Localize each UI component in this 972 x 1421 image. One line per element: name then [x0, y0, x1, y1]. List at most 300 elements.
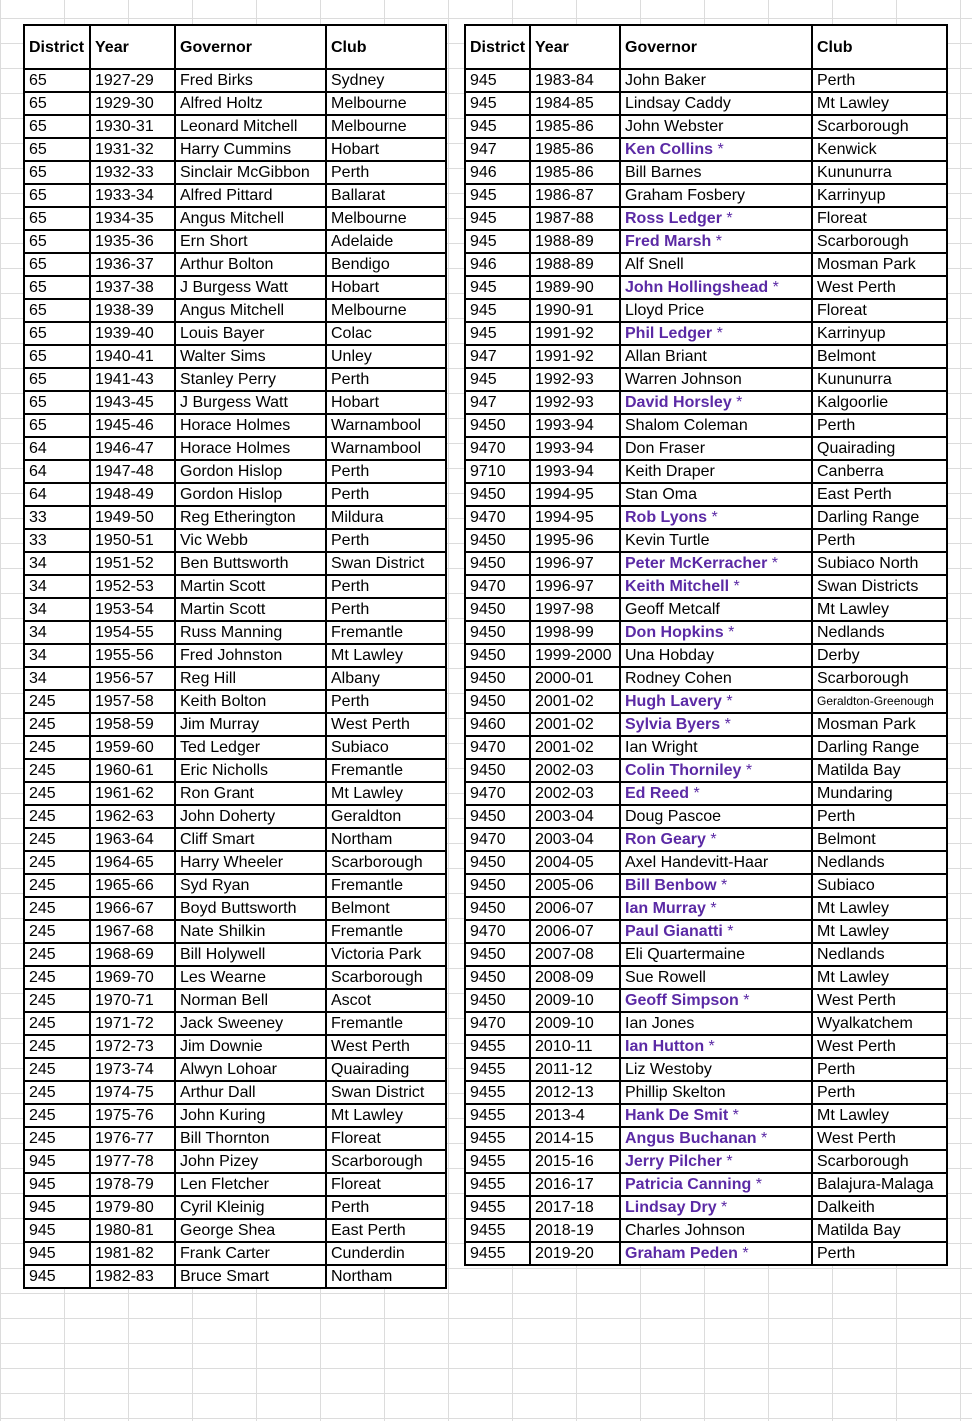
- district-cell: 65: [24, 207, 90, 230]
- year-cell: 1945-46: [90, 414, 175, 437]
- district-cell: 65: [24, 184, 90, 207]
- table-row: [465, 92, 947, 115]
- highlighted-governor-name: Hank De Smit: [625, 1107, 729, 1124]
- year-cell: 1947-48: [90, 460, 175, 483]
- club-cell: Matilda Bay: [812, 1219, 947, 1242]
- district-cell: 9470: [465, 1012, 530, 1035]
- table-row: [465, 782, 947, 805]
- club-cell: Melbourne: [326, 299, 446, 322]
- district-cell: 34: [24, 552, 90, 575]
- year-cell: 1990-91: [530, 299, 620, 322]
- club-cell: West Perth: [812, 276, 947, 299]
- governor-cell: Angus Mitchell: [175, 299, 326, 322]
- year-cell: 2010-11: [530, 1035, 620, 1058]
- star-marker: *: [721, 1153, 733, 1170]
- year-cell: 2008-09: [530, 966, 620, 989]
- year-cell: 1934-35: [90, 207, 175, 230]
- year-cell: 1977-78: [90, 1150, 175, 1173]
- table-row: [465, 276, 947, 299]
- star-marker: *: [729, 578, 740, 595]
- year-cell: 1968-69: [90, 943, 175, 966]
- club-cell: Kenwick: [812, 138, 947, 161]
- table-row: [465, 667, 947, 690]
- district-cell: 245: [24, 759, 90, 782]
- district-cell: 65: [24, 253, 90, 276]
- year-cell: 1933-34: [90, 184, 175, 207]
- club-cell: Melbourne: [326, 207, 446, 230]
- governor-cell: Ted Ledger: [175, 736, 326, 759]
- table-row: [465, 184, 947, 207]
- district-cell: 947: [465, 345, 530, 368]
- district-cell: 33: [24, 506, 90, 529]
- district-cell: 245: [24, 690, 90, 713]
- governor-cell: Boyd Buttsworth: [175, 897, 326, 920]
- governor-cell: Jim Murray: [175, 713, 326, 736]
- club-cell: Swan District: [326, 552, 446, 575]
- club-cell: Belmont: [812, 345, 947, 368]
- governor-cell: Alf Snell: [620, 253, 812, 276]
- club-cell: East Perth: [812, 483, 947, 506]
- header-district: District: [465, 25, 530, 69]
- highlighted-governor-name: Ed Reed: [625, 785, 690, 802]
- governor-cell: Leonard Mitchell: [175, 115, 326, 138]
- highlighted-governor-name: Jerry Pilcher: [625, 1153, 722, 1170]
- governor-cell: Ern Short: [175, 230, 326, 253]
- left-table-body: [24, 69, 446, 1288]
- table-row: [465, 621, 947, 644]
- district-cell: 9450: [465, 989, 530, 1012]
- year-cell: 1971-72: [90, 1012, 175, 1035]
- highlighted-governor-name: Ian Hutton: [625, 1038, 705, 1055]
- table-row: [24, 828, 446, 851]
- club-cell: Wyalkatchem: [812, 1012, 947, 1035]
- highlighted-governor-name: Sylvia Byers: [625, 716, 721, 733]
- governor-cell: Ian Wright: [620, 736, 812, 759]
- club-cell: Scarborough: [812, 230, 947, 253]
- governor-cell: Walter Sims: [175, 345, 326, 368]
- governor-cell: [620, 230, 812, 253]
- star-marker: *: [716, 877, 728, 894]
- table-row: [465, 1104, 947, 1127]
- star-marker: *: [712, 325, 723, 342]
- club-cell: Cunderdin: [326, 1242, 446, 1265]
- governor-cell: Les Wearne: [175, 966, 326, 989]
- governor-cell: Nate Shilkin: [175, 920, 326, 943]
- table-row: [24, 276, 446, 299]
- district-cell: 64: [24, 437, 90, 460]
- governor-cell: Gordon Hislop: [175, 460, 326, 483]
- year-cell: 1987-88: [530, 207, 620, 230]
- year-cell: 1956-57: [90, 667, 175, 690]
- district-cell: 946: [465, 161, 530, 184]
- governor-cell: [620, 1127, 812, 1150]
- governor-cell: Gordon Hislop: [175, 483, 326, 506]
- governor-cell: Angus Mitchell: [175, 207, 326, 230]
- governor-cell: [620, 1150, 812, 1173]
- governor-cell: John Baker: [620, 69, 812, 92]
- governor-cell: Alfred Holtz: [175, 92, 326, 115]
- club-cell: Scarborough: [812, 667, 947, 690]
- district-cell: 9470: [465, 782, 530, 805]
- district-cell: 9450: [465, 943, 530, 966]
- club-cell: Mildura: [326, 506, 446, 529]
- table-row: [24, 989, 446, 1012]
- table-row: [465, 644, 947, 667]
- governor-cell: Norman Bell: [175, 989, 326, 1012]
- table-row: [24, 437, 446, 460]
- table-row: [465, 414, 947, 437]
- governor-cell: Reg Hill: [175, 667, 326, 690]
- governor-cell: Martin Scott: [175, 598, 326, 621]
- district-cell: 34: [24, 575, 90, 598]
- table-row: [465, 506, 947, 529]
- table-row: [24, 1265, 446, 1288]
- district-cell: 9455: [465, 1058, 530, 1081]
- year-cell: 1996-97: [530, 575, 620, 598]
- highlighted-governor-name: Graham Peden: [625, 1245, 738, 1262]
- table-row: [24, 230, 446, 253]
- governor-cell: Ben Buttsworth: [175, 552, 326, 575]
- club-cell: Sydney: [326, 69, 446, 92]
- year-cell: 2011-12: [530, 1058, 620, 1081]
- district-cell: 245: [24, 1035, 90, 1058]
- governor-cell: [620, 897, 812, 920]
- highlighted-governor-name: Hugh Lavery: [625, 693, 722, 710]
- year-cell: 2001-02: [530, 736, 620, 759]
- club-cell: Karrinyup: [812, 322, 947, 345]
- governor-cell: [620, 690, 812, 713]
- year-cell: 1951-52: [90, 552, 175, 575]
- district-cell: 64: [24, 483, 90, 506]
- year-cell: 1972-73: [90, 1035, 175, 1058]
- year-cell: 1940-41: [90, 345, 175, 368]
- governor-cell: Stan Oma: [620, 483, 812, 506]
- governor-cell: Ron Grant: [175, 782, 326, 805]
- governor-cell: Allan Briant: [620, 345, 812, 368]
- year-cell: 2001-02: [530, 713, 620, 736]
- year-cell: 1973-74: [90, 1058, 175, 1081]
- year-cell: 1955-56: [90, 644, 175, 667]
- right-table-body: [465, 69, 947, 1265]
- year-cell: 1929-30: [90, 92, 175, 115]
- table-row: [24, 92, 446, 115]
- club-cell: Perth: [812, 529, 947, 552]
- star-marker: *: [707, 509, 718, 526]
- club-cell: Geraldton: [326, 805, 446, 828]
- table-row: [24, 460, 446, 483]
- highlighted-governor-name: Geoff Simpson: [625, 992, 739, 1009]
- district-cell: 945: [465, 368, 530, 391]
- table-row: [465, 897, 947, 920]
- governor-cell: Frank Carter: [175, 1242, 326, 1265]
- highlighted-governor-name: Paul Gianatti: [625, 923, 723, 940]
- district-cell: 9450: [465, 483, 530, 506]
- year-cell: 2000-01: [530, 667, 620, 690]
- district-cell: 9455: [465, 1150, 530, 1173]
- table-row: [465, 805, 947, 828]
- governor-cell: Bill Holywell: [175, 943, 326, 966]
- governor-cell: Reg Etherington: [175, 506, 326, 529]
- governor-cell: Syd Ryan: [175, 874, 326, 897]
- governor-cell: John Kuring: [175, 1104, 326, 1127]
- governor-cell: Ian Jones: [620, 1012, 812, 1035]
- club-cell: Perth: [326, 368, 446, 391]
- year-cell: 1936-37: [90, 253, 175, 276]
- governor-cell: [620, 1104, 812, 1127]
- year-cell: 2018-19: [530, 1219, 620, 1242]
- year-cell: 1964-65: [90, 851, 175, 874]
- district-cell: 33: [24, 529, 90, 552]
- table-row: [24, 414, 446, 437]
- governor-cell: Sue Rowell: [620, 966, 812, 989]
- governor-cell: [620, 874, 812, 897]
- year-cell: 1953-54: [90, 598, 175, 621]
- table-row: [24, 506, 446, 529]
- table-row: [465, 713, 947, 736]
- club-cell: Mt Lawley: [812, 92, 947, 115]
- governor-cell: Arthur Dall: [175, 1081, 326, 1104]
- governor-cell: Lindsay Caddy: [620, 92, 812, 115]
- club-cell: Mt Lawley: [812, 920, 947, 943]
- club-cell: Mundaring: [812, 782, 947, 805]
- club-cell: Darling Range: [812, 736, 947, 759]
- year-cell: 1974-75: [90, 1081, 175, 1104]
- year-cell: 2003-04: [530, 828, 620, 851]
- highlighted-governor-name: Keith Mitchell: [625, 578, 730, 595]
- year-cell: 2004-05: [530, 851, 620, 874]
- club-cell: Nedlands: [812, 621, 947, 644]
- club-cell: Perth: [812, 1081, 947, 1104]
- highlighted-governor-name: Patricia Canning: [625, 1176, 752, 1193]
- highlighted-governor-name: Ron Geary: [625, 831, 706, 848]
- club-cell: Perth: [812, 69, 947, 92]
- governor-cell: Horace Holmes: [175, 414, 326, 437]
- table-row: [465, 207, 947, 230]
- district-cell: 245: [24, 805, 90, 828]
- district-cell: 947: [465, 391, 530, 414]
- governor-cell: [620, 322, 812, 345]
- table-row: [24, 713, 446, 736]
- star-marker: *: [705, 900, 717, 917]
- year-cell: 1937-38: [90, 276, 175, 299]
- district-cell: 245: [24, 874, 90, 897]
- table-row: [465, 1219, 947, 1242]
- table-row: [465, 483, 947, 506]
- table-row: [24, 782, 446, 805]
- table-row: [24, 1219, 446, 1242]
- star-marker: *: [705, 831, 717, 848]
- year-cell: 1985-86: [530, 161, 620, 184]
- club-cell: West Perth: [326, 713, 446, 736]
- table-row: [465, 1012, 947, 1035]
- club-cell: Ascot: [326, 989, 446, 1012]
- year-cell: 2009-10: [530, 989, 620, 1012]
- district-cell: 245: [24, 1081, 90, 1104]
- club-cell: Melbourne: [326, 92, 446, 115]
- year-cell: 2002-03: [530, 782, 620, 805]
- header-club: Club: [326, 25, 446, 69]
- year-cell: 2019-20: [530, 1242, 620, 1265]
- table-row: [465, 391, 947, 414]
- year-cell: 1993-94: [530, 437, 620, 460]
- governor-cell: [620, 506, 812, 529]
- table-row: [24, 851, 446, 874]
- club-cell: Mosman Park: [812, 253, 947, 276]
- governor-cell: Una Hobday: [620, 644, 812, 667]
- year-cell: 1981-82: [90, 1242, 175, 1265]
- club-cell: Floreat: [326, 1127, 446, 1150]
- table-row: [24, 299, 446, 322]
- year-cell: 1985-86: [530, 115, 620, 138]
- club-cell: Darling Range: [812, 506, 947, 529]
- district-cell: 945: [465, 92, 530, 115]
- table-row: [24, 483, 446, 506]
- club-cell: Balajura-Malaga: [812, 1173, 947, 1196]
- year-cell: 1930-31: [90, 115, 175, 138]
- club-cell: Melbourne: [326, 115, 446, 138]
- club-cell: Perth: [326, 690, 446, 713]
- table-row: [24, 1242, 446, 1265]
- table-row: [465, 920, 947, 943]
- district-cell: 9450: [465, 874, 530, 897]
- star-marker: *: [751, 1176, 762, 1193]
- district-cell: 9450: [465, 966, 530, 989]
- table-row: [465, 1035, 947, 1058]
- year-cell: 1989-90: [530, 276, 620, 299]
- club-cell: Karrinyup: [812, 184, 947, 207]
- year-cell: 1969-70: [90, 966, 175, 989]
- governor-cell: Phillip Skelton: [620, 1081, 812, 1104]
- governor-cell: [620, 575, 812, 598]
- district-cell: 245: [24, 943, 90, 966]
- governor-cell: J Burgess Watt: [175, 276, 326, 299]
- district-cell: 9455: [465, 1035, 530, 1058]
- header-row: [24, 25, 446, 69]
- club-cell: Kununurra: [812, 161, 947, 184]
- year-cell: 1950-51: [90, 529, 175, 552]
- governor-cell: Jim Downie: [175, 1035, 326, 1058]
- district-cell: 9470: [465, 437, 530, 460]
- district-cell: 245: [24, 989, 90, 1012]
- governor-cell: [620, 621, 812, 644]
- district-cell: 945: [24, 1265, 90, 1288]
- club-cell: Matilda Bay: [812, 759, 947, 782]
- year-cell: 1992-93: [530, 368, 620, 391]
- year-cell: 2017-18: [530, 1196, 620, 1219]
- club-cell: Mt Lawley: [326, 644, 446, 667]
- table-row: [465, 1242, 947, 1265]
- club-cell: West Perth: [812, 1127, 947, 1150]
- table-row: [24, 667, 446, 690]
- table-row: [465, 575, 947, 598]
- club-cell: Nedlands: [812, 851, 947, 874]
- district-cell: 9470: [465, 920, 530, 943]
- year-cell: 1931-32: [90, 138, 175, 161]
- star-marker: *: [713, 141, 724, 158]
- district-cell: 245: [24, 1012, 90, 1035]
- governor-cell: Lloyd Price: [620, 299, 812, 322]
- club-cell: Mt Lawley: [812, 897, 947, 920]
- year-cell: 1994-95: [530, 506, 620, 529]
- table-row: [24, 391, 446, 414]
- governor-cell: Geoff Metcalf: [620, 598, 812, 621]
- star-marker: *: [721, 693, 733, 710]
- governor-cell: Martin Scott: [175, 575, 326, 598]
- district-cell: 65: [24, 391, 90, 414]
- star-marker: *: [728, 1107, 739, 1124]
- year-cell: 2001-02: [530, 690, 620, 713]
- year-cell: 1970-71: [90, 989, 175, 1012]
- governor-cell: [620, 207, 812, 230]
- club-cell: Scarborough: [812, 1150, 947, 1173]
- highlighted-governor-name: Angus Buchanan: [625, 1130, 757, 1147]
- governor-cell: Len Fletcher: [175, 1173, 326, 1196]
- year-cell: 1985-86: [530, 138, 620, 161]
- highlighted-governor-name: Ken Collins: [625, 141, 714, 158]
- year-cell: 1975-76: [90, 1104, 175, 1127]
- district-cell: 9450: [465, 644, 530, 667]
- club-cell: Mt Lawley: [812, 1104, 947, 1127]
- table-row: [24, 1104, 446, 1127]
- table-row: [465, 989, 947, 1012]
- year-cell: 1941-43: [90, 368, 175, 391]
- header-governor: Governor: [620, 25, 812, 69]
- club-cell: Fremantle: [326, 621, 446, 644]
- year-cell: 1993-94: [530, 460, 620, 483]
- year-cell: 1998-99: [530, 621, 620, 644]
- district-cell: 945: [24, 1242, 90, 1265]
- year-cell: 2006-07: [530, 897, 620, 920]
- governor-cell: Kevin Turtle: [620, 529, 812, 552]
- governor-cell: Bill Barnes: [620, 161, 812, 184]
- governor-cell: Sinclair McGibbon: [175, 161, 326, 184]
- governor-cell: Vic Webb: [175, 529, 326, 552]
- governor-cell: Fred Johnston: [175, 644, 326, 667]
- year-cell: 2012-13: [530, 1081, 620, 1104]
- star-marker: *: [741, 762, 753, 779]
- table-row: [465, 943, 947, 966]
- year-cell: 1988-89: [530, 253, 620, 276]
- table-row: [24, 1127, 446, 1150]
- club-cell: Mt Lawley: [326, 1104, 446, 1127]
- club-cell: West Perth: [812, 1035, 947, 1058]
- club-cell: Warnambool: [326, 414, 446, 437]
- district-cell: 65: [24, 299, 90, 322]
- year-cell: 2016-17: [530, 1173, 620, 1196]
- governor-cell: Russ Manning: [175, 621, 326, 644]
- district-cell: 245: [24, 897, 90, 920]
- table-row: [24, 552, 446, 575]
- governor-cell: Alfred Pittard: [175, 184, 326, 207]
- district-cell: 34: [24, 598, 90, 621]
- highlighted-governor-name: John Hollingshead: [625, 279, 769, 296]
- club-cell: Fremantle: [326, 759, 446, 782]
- year-cell: 1994-95: [530, 483, 620, 506]
- district-cell: 9470: [465, 575, 530, 598]
- district-cell: 245: [24, 713, 90, 736]
- year-cell: 1961-62: [90, 782, 175, 805]
- governor-cell: J Burgess Watt: [175, 391, 326, 414]
- club-cell: Mt Lawley: [812, 966, 947, 989]
- governor-cell: [620, 759, 812, 782]
- governor-cell: Harry Wheeler: [175, 851, 326, 874]
- governor-cell: John Webster: [620, 115, 812, 138]
- district-cell: 65: [24, 368, 90, 391]
- district-cell: 245: [24, 851, 90, 874]
- district-cell: 245: [24, 782, 90, 805]
- club-cell: Floreat: [812, 207, 947, 230]
- table-row: [465, 529, 947, 552]
